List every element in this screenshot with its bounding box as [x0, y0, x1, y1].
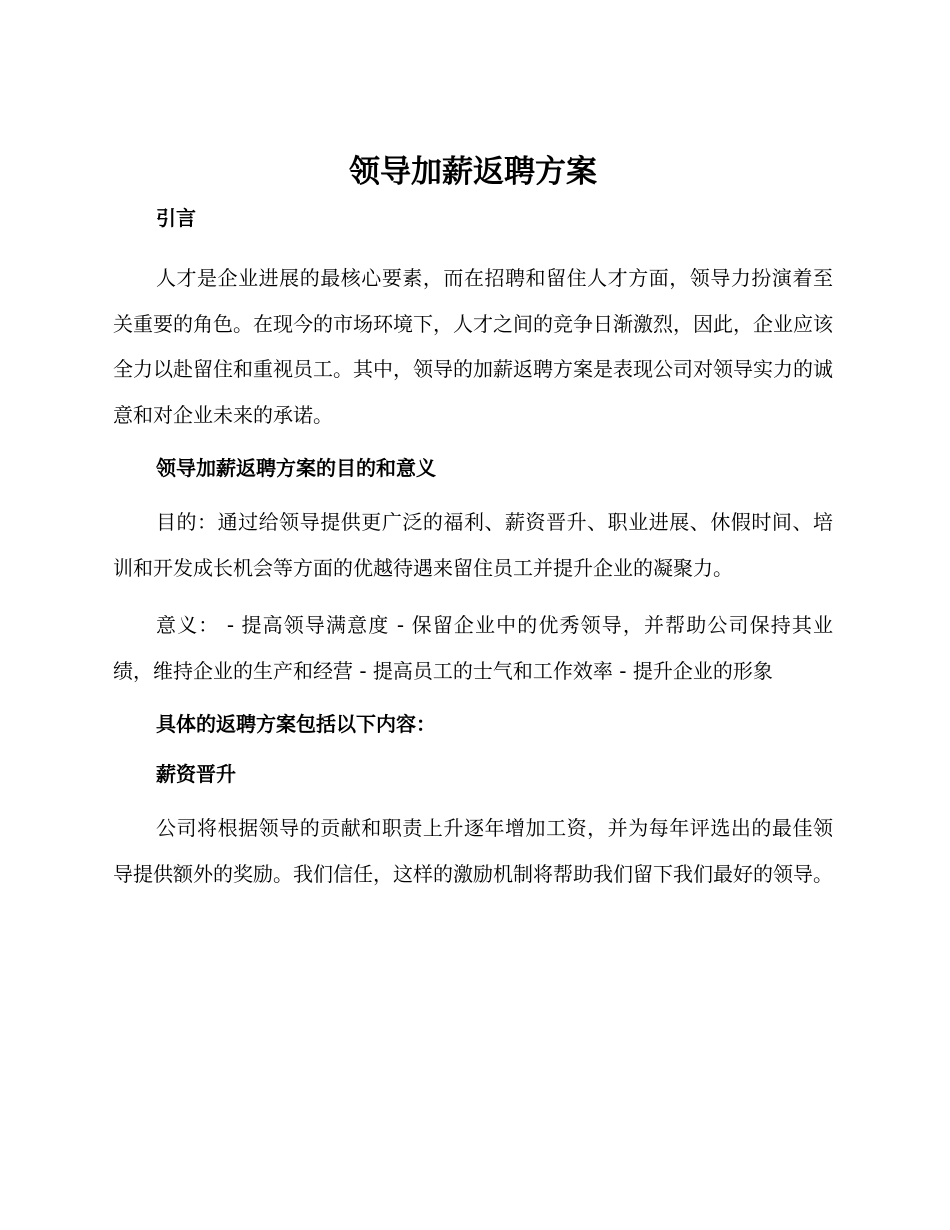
- intro-heading: 引言: [156, 206, 196, 230]
- intro-paragraph: 人才是企业进展的最核心要素，而在招聘和留住人才方面，领导力扮演着至关重要的角色。在现今的市场环境下，人才之间的竞争日渐激烈，因此，企业应该全力以赴留住和重视员工。其中，领导的加薪返聘方案是表现公司对领导实力的诚意和对企业未来的承诺。: [113, 266, 833, 427]
- salary-heading: 薪资晋升: [156, 762, 236, 786]
- plan-heading: 具体的返聘方案包括以下内容：: [156, 712, 436, 736]
- meaning-paragraph: 意义： - 提高领导满意度 - 保留企业中的优秀领导，并帮助公司保持其业绩，维持企业的生产和经营 - 提高员工的士气和工作效率 - 提升企业的形象: [113, 613, 833, 683]
- salary-paragraph: 公司将根据领导的贡献和职责上升逐年增加工资，并为每年评选出的最佳领导提供额外的奖励。我们信任，这样的激励机制将帮助我们留下我们最好的领导。: [113, 816, 833, 886]
- document-title: 领导加薪返聘方案: [349, 154, 597, 190]
- purpose-heading: 领导加薪返聘方案的目的和意义: [156, 456, 436, 480]
- document-page: [113, 150, 833, 909]
- purpose-paragraph: 目的：通过给领导提供更广泛的福利、薪资晋升、职业进展、休假时间、培训和开发成长机会等方面的优越待遇来留住员工并提升企业的凝聚力。: [113, 510, 833, 580]
